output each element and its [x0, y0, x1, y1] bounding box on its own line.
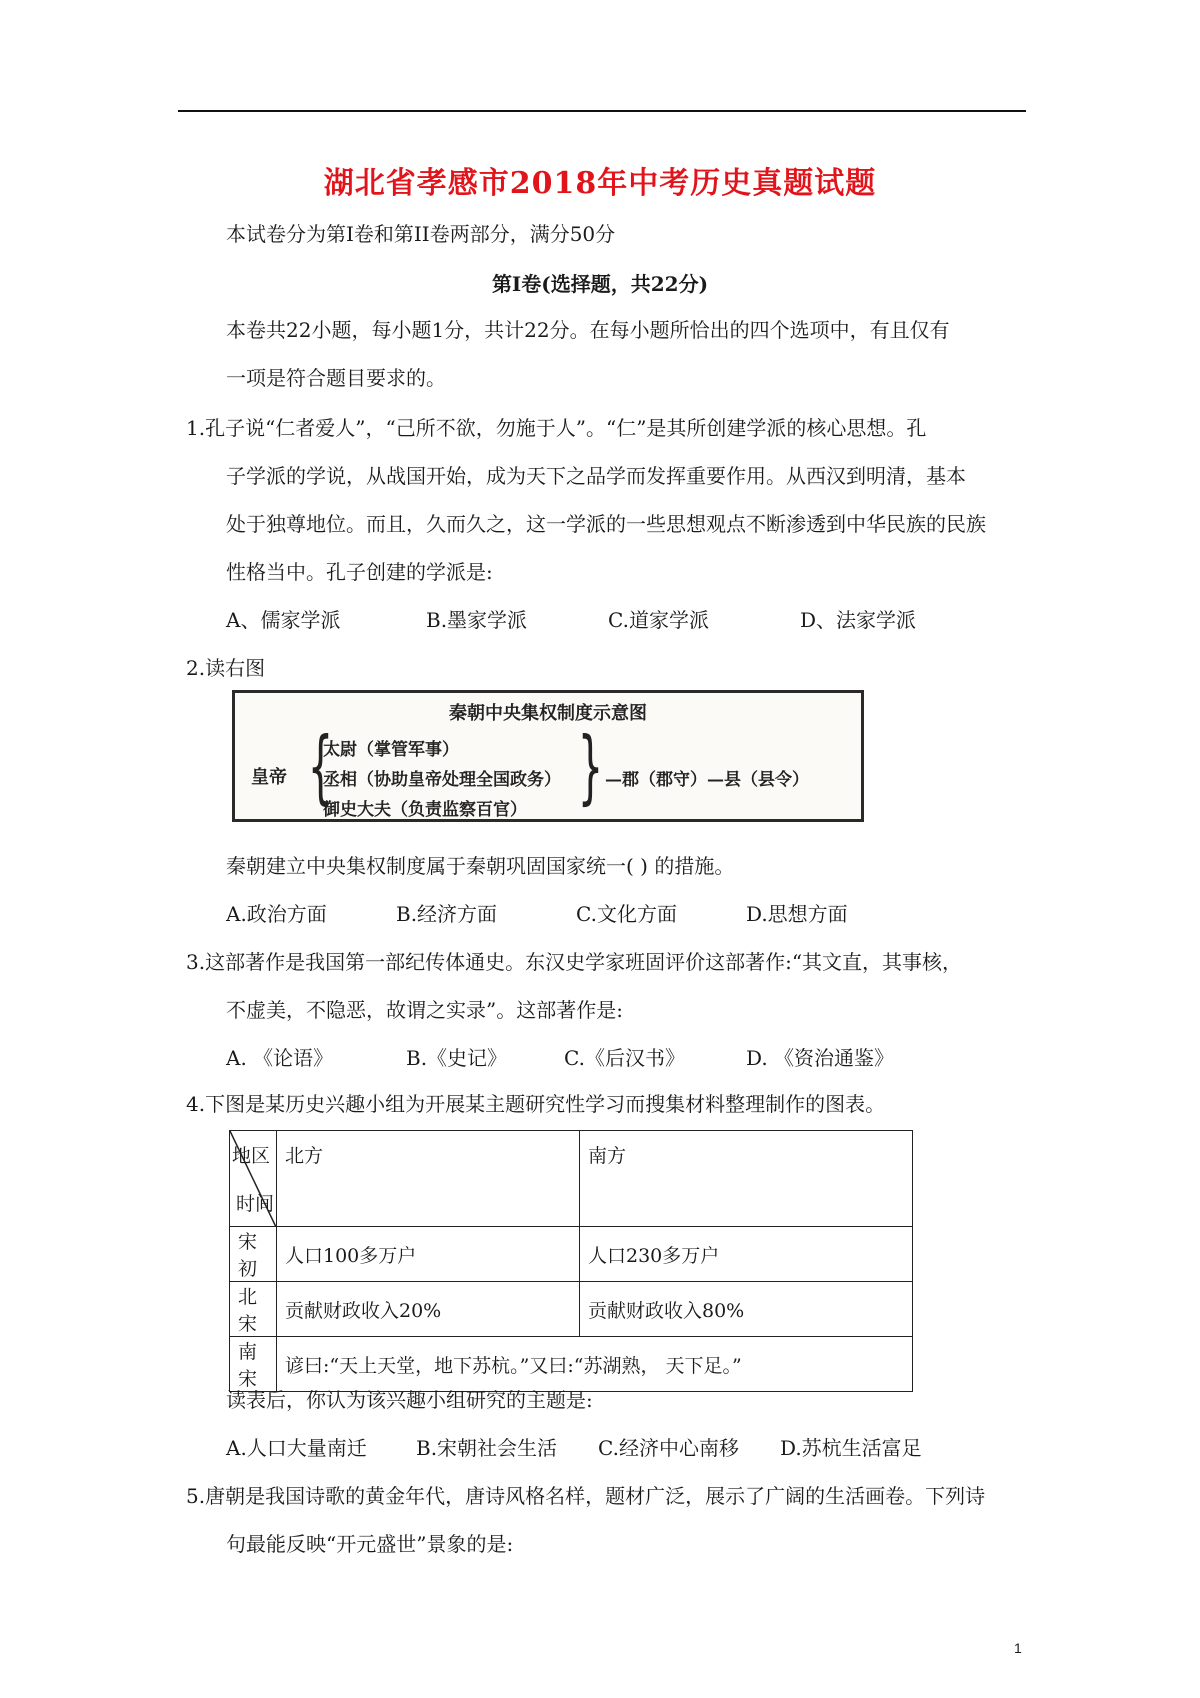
q3-option-d[interactable]: D. 《资治通鉴》: [746, 1046, 895, 1070]
table-row: [230, 1227, 913, 1282]
q1-line-3: 处于独尊地位。而且，久而久之，这一学派的一些思想观点不断渗透到中华民族的民族: [226, 512, 986, 536]
q2-option-a[interactable]: A.政治方面: [226, 902, 327, 926]
right-brace-icon: }: [577, 720, 604, 813]
q1-line-4: 性格当中。孔子创建的学派是:: [226, 560, 493, 584]
left-brace-icon: {: [307, 720, 334, 813]
section-heading: 第I卷(选择题，共22分): [491, 272, 709, 296]
row-north: 贡献财政收入20%: [277, 1282, 580, 1337]
instructions-line-2: 一项是符合题目要求的。: [226, 366, 446, 390]
q4-line-1: 4.下图是某历史兴趣小组为开展某主题研究性学习而搜集材料整理制作的图表。: [186, 1092, 886, 1116]
q4-option-b[interactable]: B.宋朝社会生活: [416, 1436, 558, 1460]
header-rule: [178, 110, 1026, 112]
q3-option-a[interactable]: A. 《论语》: [226, 1046, 334, 1070]
page-number: 1: [1014, 1640, 1022, 1656]
q4-option-a[interactable]: A.人口大量南迁: [226, 1436, 367, 1460]
corner-region-label: 地区: [231, 1145, 270, 1167]
row-period: 南宋: [230, 1337, 277, 1392]
table-row: [230, 1282, 913, 1337]
q3-option-c[interactable]: C.《后汉书》: [564, 1046, 685, 1070]
q3-option-b[interactable]: B.《史记》: [406, 1046, 508, 1070]
exam-title: 湖北省孝感市2018年中考历史真题试题: [323, 166, 877, 201]
qin-diagram-title: 秦朝中央集权制度示意图: [449, 703, 647, 724]
q1-line-2: 子学派的学说，从战国开始，成为天下之品学而发挥重要作用。从西汉到明清，基本: [226, 464, 966, 488]
header-north: 北方: [277, 1131, 580, 1227]
q1-option-d[interactable]: D、法家学派: [800, 608, 917, 632]
q3-line-2: 不虚美，不隐恶，故谓之实录”。这部著作是:: [226, 998, 623, 1022]
q2-line-1: 2.读右图: [186, 656, 266, 680]
qin-official-chengxiang: 丞相（协助皇帝处理全国政务）: [323, 770, 561, 790]
q1-option-c[interactable]: C.道家学派: [608, 608, 709, 632]
row-south: 贡献财政收入80%: [580, 1282, 913, 1337]
intro-text: 本试卷分为第I卷和第II卷两部分，满分50分: [226, 222, 616, 246]
row-period: 北宋: [230, 1282, 277, 1337]
table-corner-cell: [230, 1131, 277, 1227]
corner-time-label: 时间: [236, 1193, 275, 1215]
q1-option-b[interactable]: B.墨家学派: [426, 608, 528, 632]
qin-diagram: [232, 690, 864, 822]
q2-option-b[interactable]: B.经济方面: [396, 902, 498, 926]
q2-option-d[interactable]: D.思想方面: [746, 902, 848, 926]
q3-line-1: 3.这部著作是我国第一部纪传体通史。东汉史学家班固评价这部著作:“其文直，其事核，: [186, 950, 963, 974]
q4-option-d[interactable]: D.苏杭生活富足: [780, 1436, 922, 1460]
q5-line-2: 句最能反映“开元盛世”景象的是:: [226, 1532, 514, 1556]
q4-question: 读表后，你认为该兴趣小组研究的主题是:: [226, 1388, 593, 1412]
header-south: 南方: [580, 1131, 913, 1227]
q4-option-c[interactable]: C.经济中心南移: [598, 1436, 739, 1460]
region-table: [229, 1130, 913, 1392]
q2-question: 秦朝建立中央集权制度属于秦朝巩固国家统一( ) 的措施。: [226, 854, 735, 878]
instructions-line-1: 本卷共22小题，每小题1分，共计22分。在每小题所恰出的四个选项中，有且仅有: [226, 318, 950, 342]
q1-option-a[interactable]: A、儒家学派: [226, 608, 341, 632]
row-period: 宋初: [230, 1227, 277, 1282]
qin-local-system: —郡（郡守）—县（县令）: [605, 770, 809, 790]
q2-option-c[interactable]: C.文化方面: [576, 902, 677, 926]
row-proverb: 谚曰:“天上天堂，地下苏杭。”又曰:“苏湖熟， 天下足。”: [277, 1337, 913, 1392]
qin-official-taiwei: 太尉（掌管军事）: [323, 740, 459, 760]
row-north: 人口100多万户: [277, 1227, 580, 1282]
table-row: [230, 1337, 913, 1392]
row-south: 人口230多万户: [580, 1227, 913, 1282]
q5-line-1: 5.唐朝是我国诗歌的黄金年代，唐诗风格名样，题材广泛，展示了广阔的生活画卷。下列诗: [186, 1484, 986, 1508]
qin-emperor: 皇帝: [251, 767, 287, 788]
qin-official-yushi: 御史大夫（负责监察百官）: [323, 800, 527, 820]
q1-line-1: 1.孔子说“仁者爱人”，“己所不欲，勿施于人”。“仁”是其所创建学派的核心思想。孔: [186, 416, 927, 440]
